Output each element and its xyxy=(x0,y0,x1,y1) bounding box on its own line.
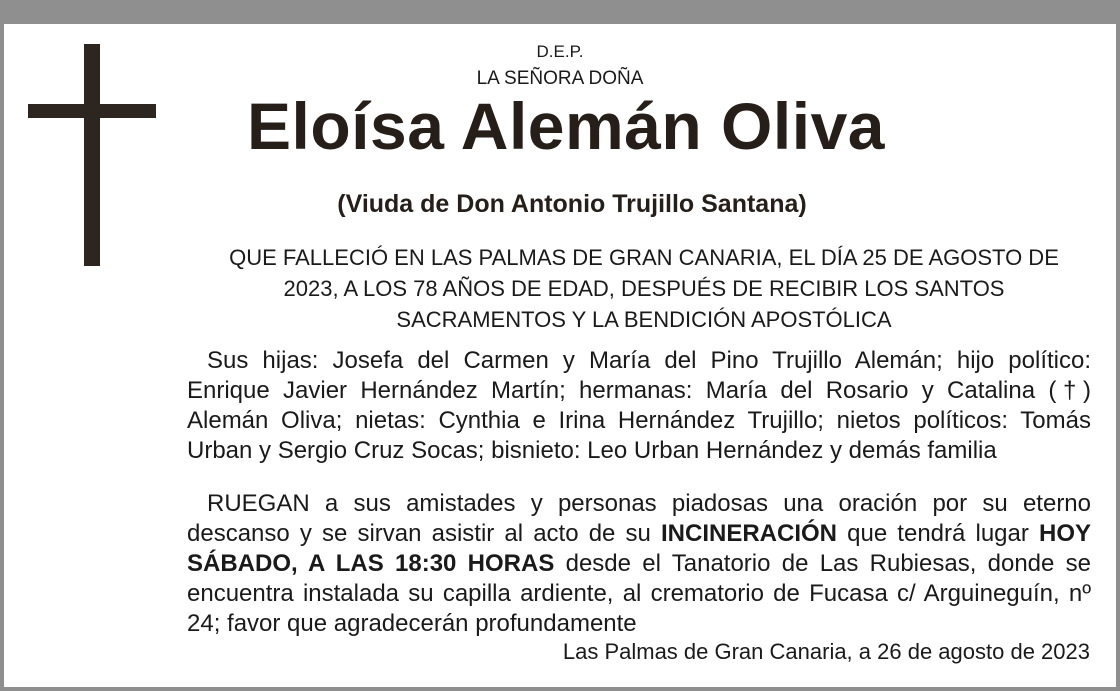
death-statement: QUE FALLECIÓ EN LAS PALMAS DE GRAN CANARIA, EL DÍA 25 DE AGOSTO DE 2023, A LOS 78 AÑOS DE EDAD, DESPUÉS DE RECIBIR LOS SANTOS SACRAMENTOS Y LA BENDICIÓN APOSTÓLICA xyxy=(229,245,1059,332)
deceased-name: Eloísa Alemán Oliva xyxy=(247,89,885,163)
ceremony-time: HOY SÁBADO, A LAS 18:30 HORAS xyxy=(187,520,1091,577)
obituary-card xyxy=(4,24,1116,687)
request-text-3: desde el Tanatorio de Las Rubiesas, donde se encuentra instalada su capilla ardiente, al crematorio de Fucasa c/ Arguineguín, nº 24; favor que agradecerán profundamente xyxy=(187,550,1091,637)
place-date-line: Las Palmas de Gran Canaria, a 26 de agosto de 2023 xyxy=(562,639,1090,664)
dep-heading: D.E.P. xyxy=(536,42,584,61)
request-text-1: RUEGAN a sus amistades y personas piadosas una oración por su eterno descanso y se sirvan asistir al acto de su xyxy=(187,490,1091,547)
ceremony-type: INCINERACIÓN xyxy=(661,520,838,547)
request-paragraph xyxy=(187,489,1091,639)
request-text-2: que tendrá lugar xyxy=(837,520,1039,547)
widow-of-line: (Viuda de Don Antonio Trujillo Santana) xyxy=(337,190,807,218)
family-paragraph: Sus hijas: Josefa del Carmen y María del Pino Trujillo Alemán; hijo político: Enrique Javier Hernández Martín; hermanas: María del Rosario y Catalina (†) Alemán Oliva; nietas: Cynthia e Irina Hernández Trujillo; nietos políticos: Tomás Urban y Sergio Cruz Socas; bisnieto: Leo Urban Hernández y demás familia xyxy=(187,347,1091,464)
honorific-heading: LA SEÑORA DOÑA xyxy=(476,68,644,89)
